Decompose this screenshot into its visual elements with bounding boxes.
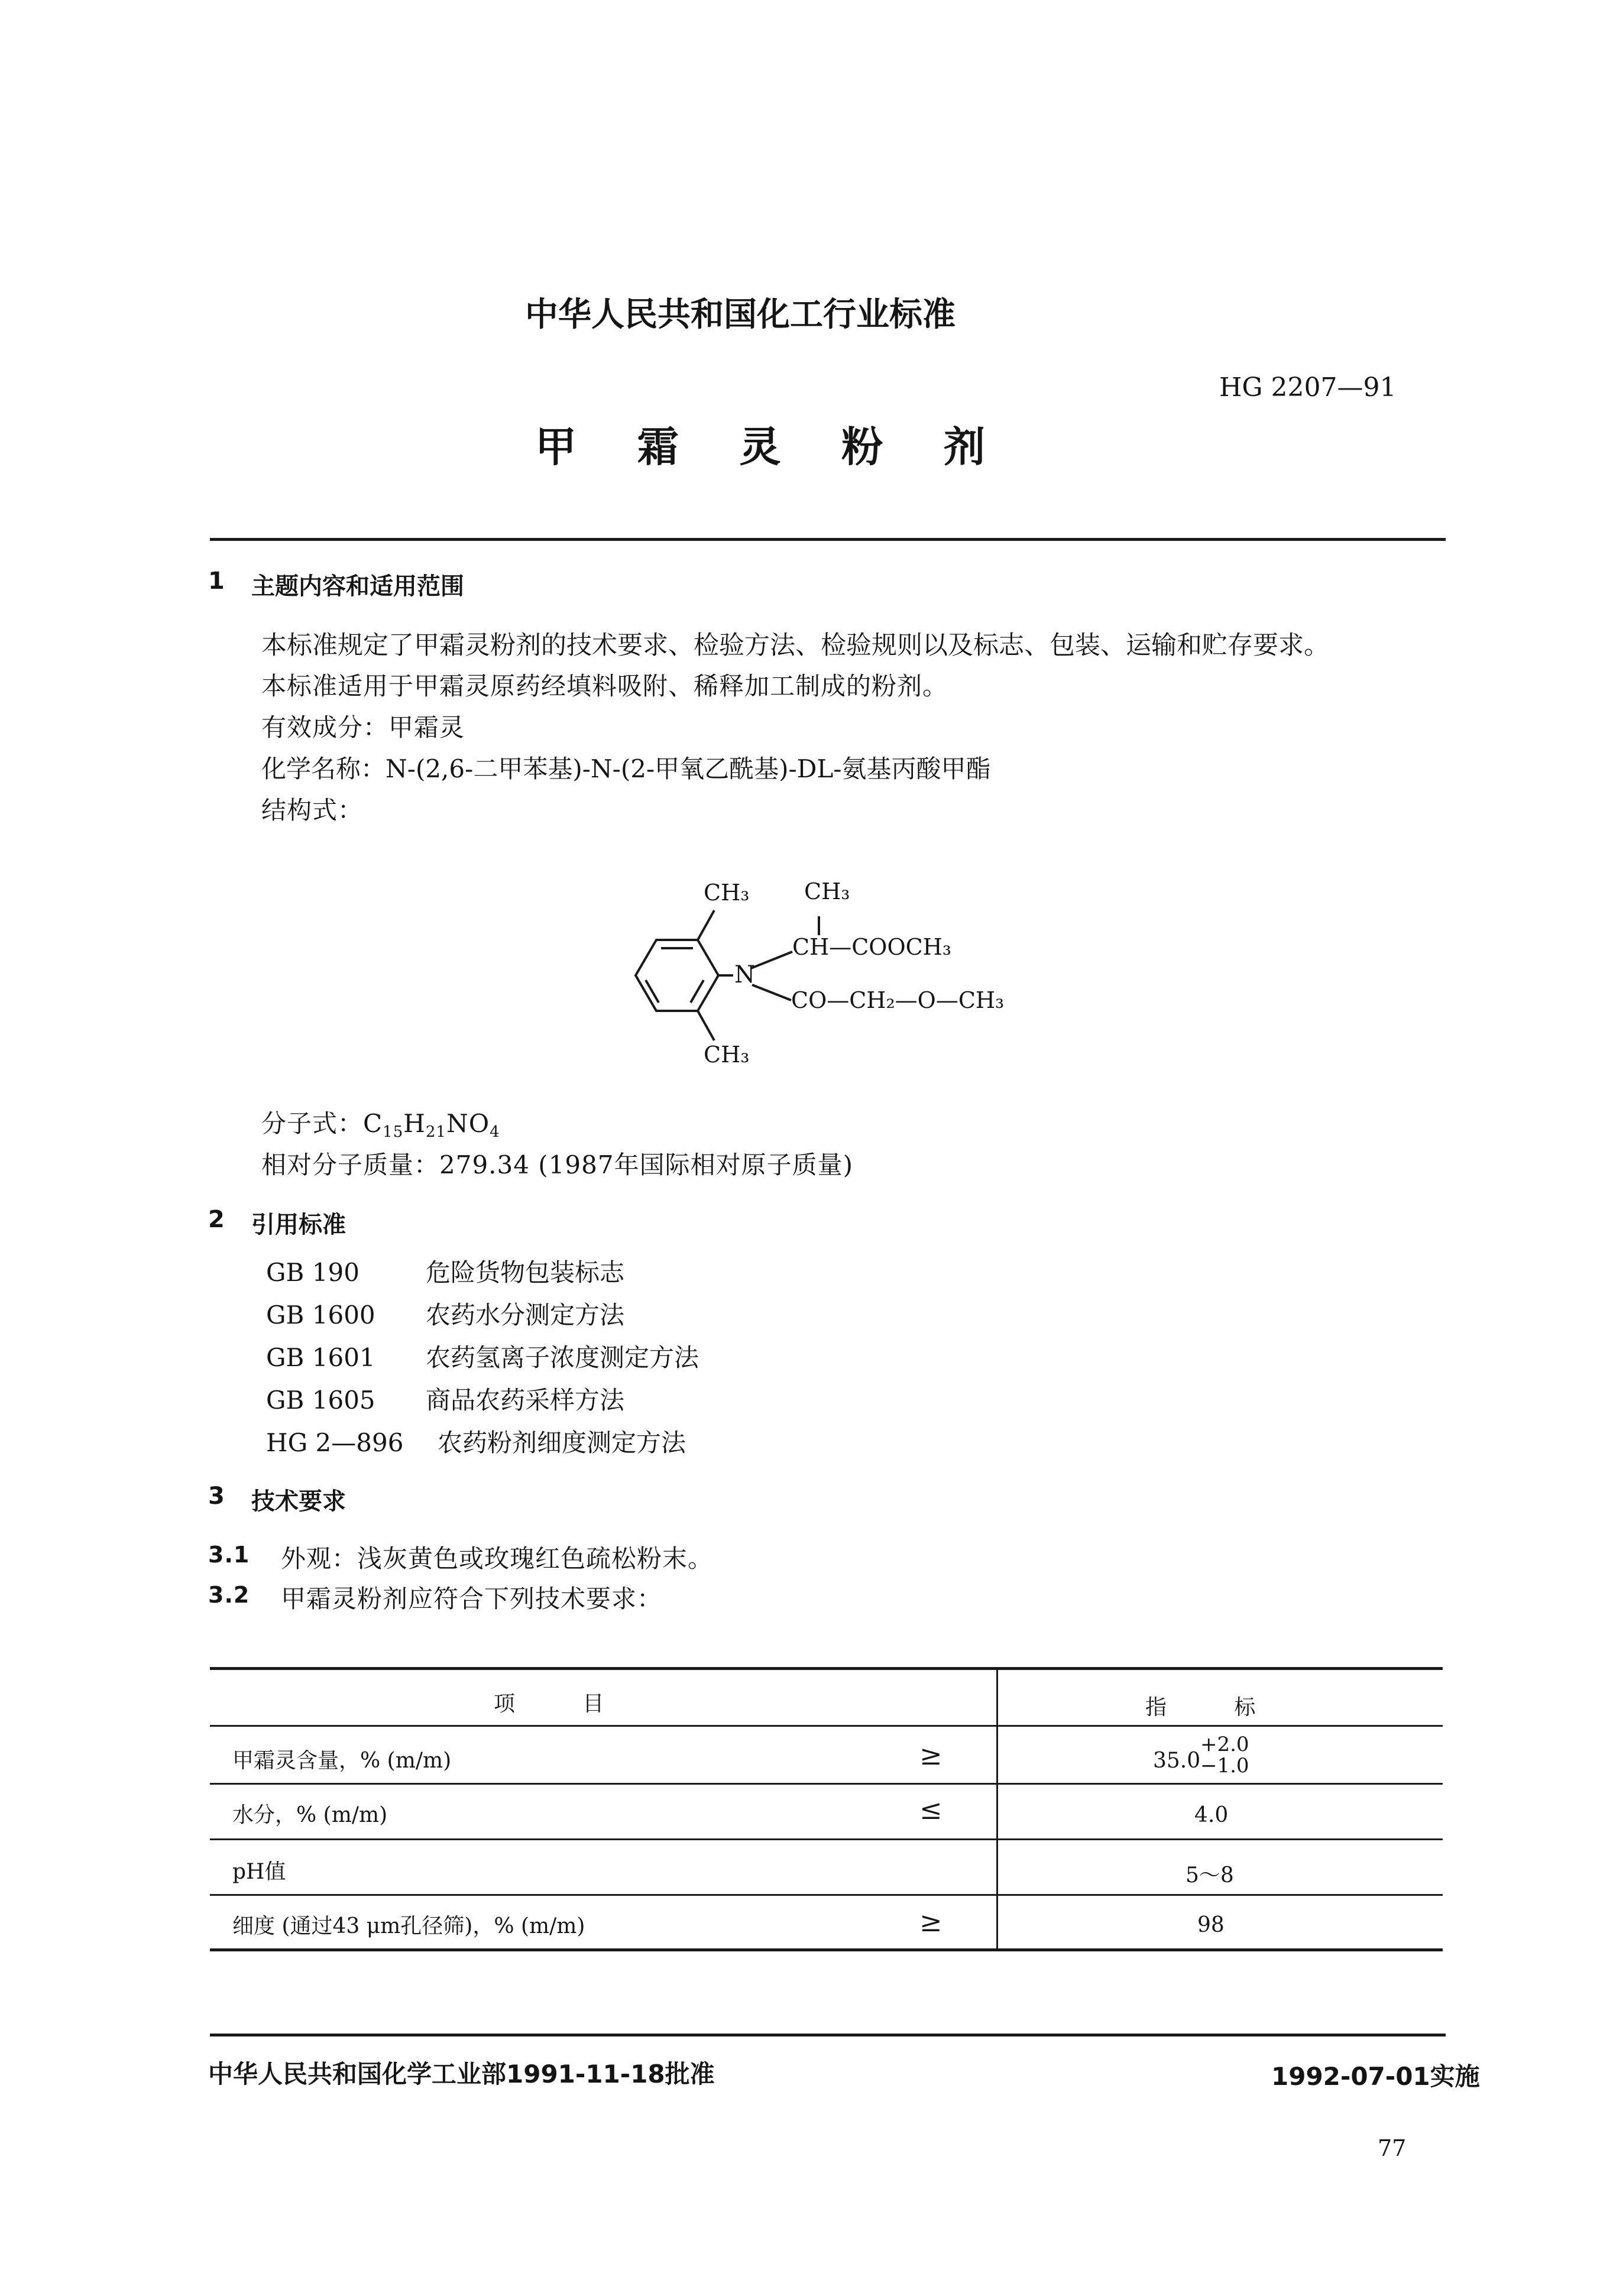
table-row-rule: [210, 1894, 1443, 1896]
section3-number: 3: [208, 1483, 225, 1510]
table-row-tolerance-minus: −1.0: [1200, 1754, 1249, 1778]
section1-number: 1: [208, 567, 225, 595]
item-3-2-text: 甲霜灵粉剂应符合下列技术要求：: [281, 1584, 663, 1613]
table-header-rule: [210, 1725, 1443, 1727]
approval-line: 中华人民共和国化学工业部1991-11-18批准: [208, 2060, 715, 2089]
table-row-value: 35.0: [1153, 1749, 1201, 1773]
table-row-value: 5～8: [1186, 1863, 1234, 1888]
table-bottom-rule: [210, 1948, 1443, 1951]
ch3-top-left: CH₃: [704, 880, 750, 906]
nitrogen-atom: N: [734, 961, 755, 988]
table-row-value: 4.0: [1194, 1803, 1229, 1827]
effective-date: 1992-07-01实施: [1271, 2062, 1480, 2091]
item-3-1-number: 3.1: [208, 1542, 250, 1568]
table-row-symbol: ≥: [919, 1739, 942, 1771]
molecular-formula: [261, 1104, 500, 1141]
page-number: 77: [1378, 2135, 1407, 2161]
formula-o-count: 4: [490, 1123, 500, 1141]
section1-line-5: 结构式：: [261, 796, 364, 825]
section2-number: 2: [208, 1206, 225, 1233]
table-row-rule: [210, 1783, 1443, 1785]
table-row-symbol: ≥: [919, 1906, 942, 1938]
structural-formula: [591, 875, 1064, 1088]
header-rule: [210, 538, 1446, 541]
reference-name: 农药粉剂细度测定方法: [438, 1428, 686, 1457]
reference-name: 农药水分测定方法: [426, 1301, 625, 1329]
reference-code: GB 1600: [266, 1301, 375, 1329]
table-row-item: pH值: [232, 1860, 286, 1884]
formula-c: C: [363, 1109, 383, 1138]
formula-no: NO: [446, 1109, 490, 1138]
relative-molecular-mass: 相对分子质量：279.34 (1987年国际相对原子质量): [261, 1150, 853, 1179]
section1-line-2: 本标准适用于甲霜灵原药经填料吸附、稀释加工制成的粉剂。: [261, 672, 948, 701]
reference-row: [266, 1296, 624, 1331]
reference-name: 危险货物包装标志: [426, 1258, 625, 1287]
table-row-item: 甲霜灵含量，% (m/m): [232, 1749, 452, 1773]
benzene-ring-drawing: [591, 875, 1064, 1088]
ch-cooch3: CH—COOCH₃: [792, 934, 952, 960]
item-3-2-number: 3.2: [208, 1582, 250, 1608]
item-3-1-text: 外观：浅灰黄色或玫瑰红色疏松粉末。: [281, 1544, 714, 1573]
spec-table: [210, 1667, 1443, 1957]
formula-c-count: 15: [383, 1123, 404, 1141]
section2-title: 引用标准: [251, 1211, 346, 1238]
section1-title: 主题内容和适用范围: [251, 573, 464, 600]
table-row-rule: [210, 1838, 1443, 1840]
table-row-value: 98: [1197, 1913, 1225, 1937]
reference-code: GB 1605: [266, 1386, 375, 1415]
standard-number: HG 2207—91: [1219, 372, 1397, 403]
table-row-item: 细度 (通过43 μm孔径筛)，% (m/m): [232, 1914, 585, 1938]
table-column-divider: [996, 1667, 998, 1951]
reference-code: GB 190: [266, 1258, 359, 1287]
molecular-formula-label: 分子式：: [261, 1109, 364, 1138]
reference-name: 农药氢离子浓度测定方法: [426, 1343, 699, 1372]
table-header-item: 项 目: [494, 1692, 604, 1716]
formula-h-count: 21: [425, 1123, 446, 1141]
table-row-item: 水分，% (m/m): [232, 1803, 388, 1827]
org-title: 中华人民共和国化工行业标准: [525, 296, 956, 334]
reference-code: HG 2—896: [266, 1428, 404, 1457]
doc-title: 甲 霜 灵 粉 剂: [535, 423, 996, 471]
ch3-top-right: CH₃: [804, 878, 850, 904]
table-header-index: 指 标: [1145, 1695, 1256, 1720]
ch3-bottom: CH₃: [704, 1042, 750, 1068]
table-top-rule: [210, 1667, 1443, 1670]
reference-name: 商品农药采样方法: [426, 1386, 625, 1415]
reference-row: [266, 1253, 624, 1289]
reference-row: [266, 1338, 699, 1374]
reference-row: [266, 1381, 624, 1416]
section1-line-3: 有效成分：甲霜灵: [261, 713, 465, 742]
footer-rule: [210, 2034, 1446, 2036]
table-row-symbol: ≤: [919, 1794, 942, 1825]
reference-code: GB 1601: [266, 1343, 375, 1372]
section1-line-4: 化学名称：N-(2,6-二甲苯基)-N-(2-甲氧乙酰基)-DL-氨基丙酸甲酯: [261, 754, 991, 783]
section3-title: 技术要求: [251, 1488, 346, 1515]
reference-row: [266, 1423, 686, 1459]
section1-line-1: 本标准规定了甲霜灵粉剂的技术要求、检验方法、检验规则以及标志、包装、运输和贮存要求。: [261, 631, 1329, 660]
co-chain: CO—CH₂—O—CH₃: [791, 987, 1005, 1013]
table-row-tolerance-plus: +2.0: [1200, 1733, 1249, 1756]
formula-h: H: [403, 1109, 426, 1138]
